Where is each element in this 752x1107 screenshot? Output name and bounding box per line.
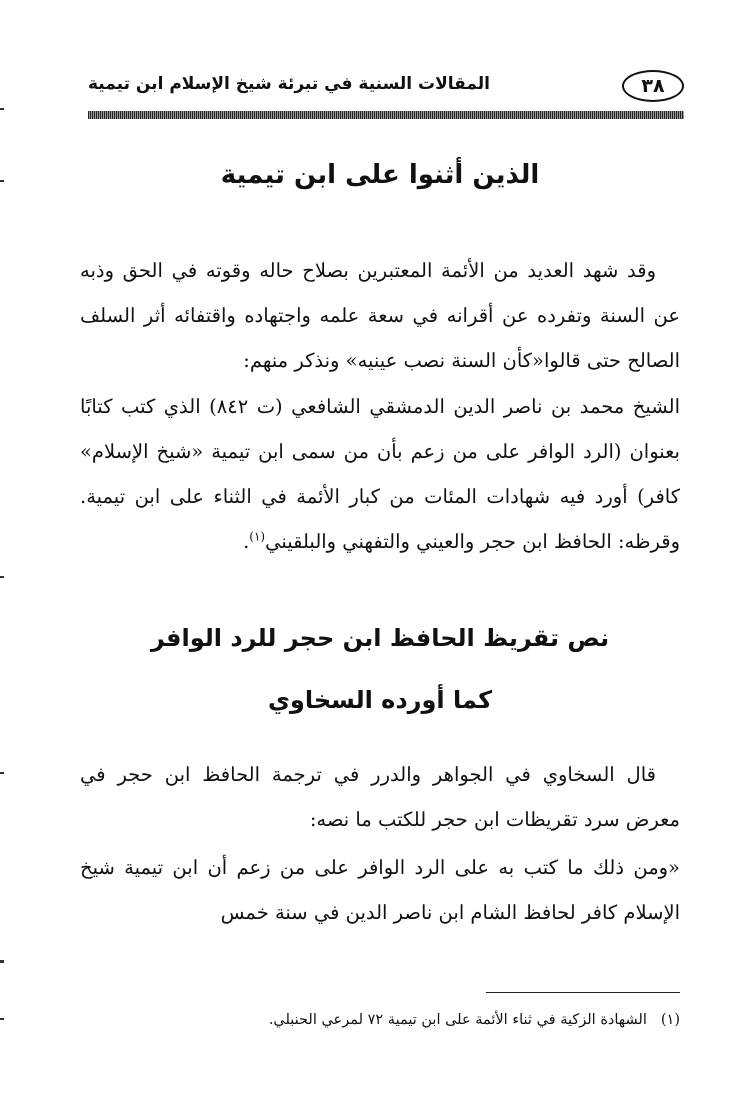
footnote (80, 1012, 680, 1028)
footnote-reference: (١) (249, 529, 266, 544)
paragraph-ibn-nasir (80, 384, 680, 564)
running-header (88, 66, 684, 110)
running-title: المقالات السنية في تبرئة شيخ الإسلام ابن تيمية (88, 74, 490, 94)
footnote-text: الشهادة الزكية في ثناء الأئمة على ابن تيمية ٧٢ لمرعي الحنبلي. (268, 1012, 647, 1028)
subheading-line-1: نص تقريظ الحافظ ابن حجر للرد الوافر (150, 624, 610, 652)
section-title: الذين أثنوا على ابن تيمية (220, 160, 540, 190)
paragraph-sakhawi: قال السخاوي في الجواهر والدرر في ترجمة الحافظ ابن حجر في معرض سرد تقريظات ابن حجر للكتب ما نصه: (80, 763, 680, 831)
footnote-marker: (١) (660, 1012, 680, 1028)
paragraph-ibn-nasir-end: . (243, 530, 250, 553)
paragraph-quote: «ومن ذلك ما كتب به على الرد الوافر على من زعم أن ابن تيمية شيخ الإسلام كافر لحافظ الشام ابن ناصر الدين في سنة خمس (80, 856, 680, 924)
page-number: ٣٨ (622, 70, 684, 102)
scan-speck (0, 1018, 4, 1020)
paragraph-intro: وقد شهد العديد من الأئمة المعتبرين بصلاح حاله وقوته في الحق وذبه عن السنة وتفرده عن أقرانه في سعة علمه واجتهاده واقتفائه أثر السلف الصالح حتى قالوا«كأن السنة نصب عينيه» ونذكر منهم: (80, 259, 680, 372)
scan-speck (0, 576, 4, 578)
paragraph-ibn-nasir-text: الشيخ محمد بن ناصر الدين الدمشقي الشافعي (ت ٨٤٢) الذي كتب كتابًا بعنوان (الرد الوافر على من زعم بأن من سمى ابن تيمية «شيخ الإسلام» كافر) أورد فيه شهادات المئات من كبار الأئمة في الثناء على ابن تيمية. وقرظه: الحافظ ابن حجر والعيني والتفهني والبلقيني (80, 395, 680, 553)
header-rule (88, 111, 684, 119)
scan-speck (0, 960, 4, 963)
scan-speck (0, 180, 4, 182)
subheading-line-2: كما أورده السخاوي (267, 686, 493, 714)
scan-speck (0, 108, 4, 110)
footnote-separator (486, 992, 680, 993)
scan-speck (0, 772, 4, 774)
